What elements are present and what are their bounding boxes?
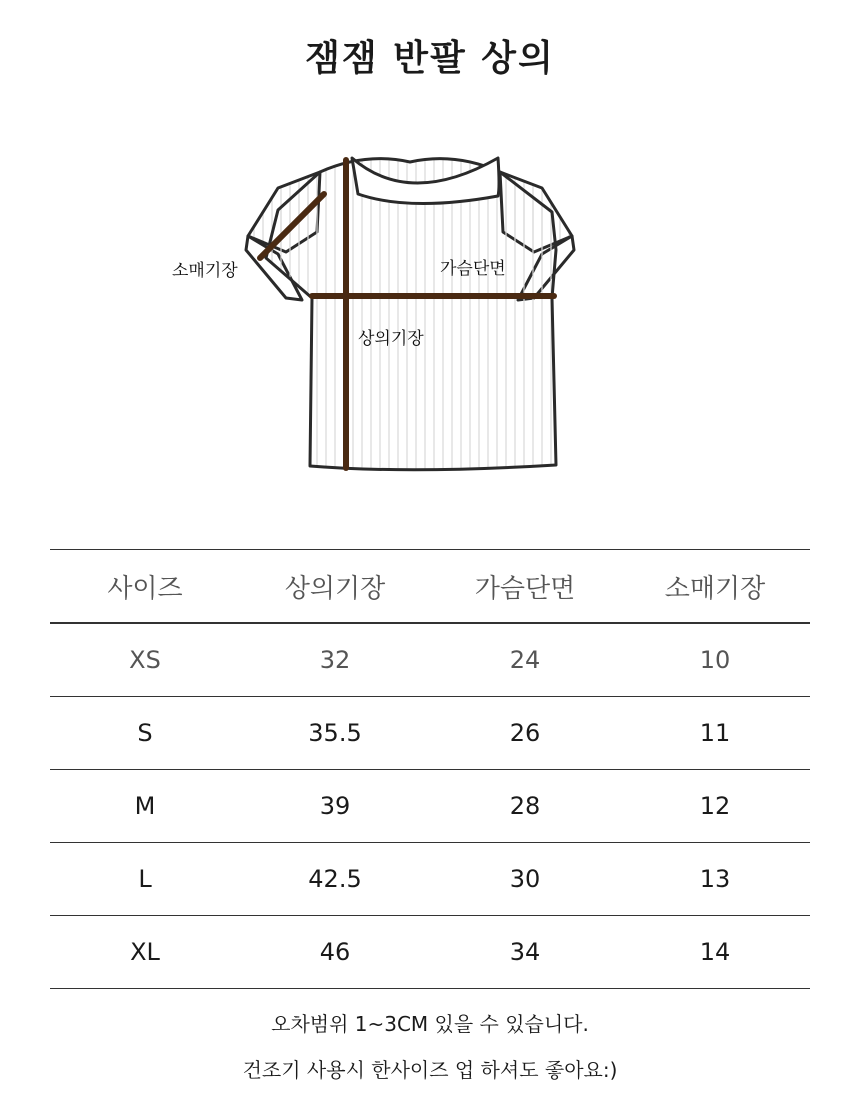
table-row [50,624,810,697]
sleeve-length-cell: 12 [699,792,731,820]
chest-width-cell: 28 [509,792,541,820]
tshirt-diagram [160,140,640,480]
top-length-label: 상의기장 [358,329,424,349]
table-row [50,697,810,770]
chest-width-cell: 26 [509,719,541,747]
table-row [50,770,810,843]
size-cell: L [138,865,152,893]
sleeve-length-cell: 11 [699,719,731,747]
sleeve-length-cell: 10 [699,646,731,674]
size-table [50,549,810,989]
header-sleeve-length: 소매기장 [664,573,766,604]
chest-width-cell: 34 [509,938,541,966]
table-header-row [50,549,810,624]
chest-width-cell: 30 [509,865,541,893]
size-cell: S [137,719,153,747]
dryer-note: 건조기 사용시 한사이즈 업 하셔도 좋아요:) [242,1058,618,1082]
chest-width-label: 가슴단면 [440,259,506,279]
chest-width-cell: 24 [509,646,541,674]
top-length-cell: 42.5 [308,865,362,893]
tolerance-note: 오차범위 1~3CM 있을 수 있습니다. [271,1012,589,1036]
size-cell: M [134,792,156,820]
table-row [50,916,810,989]
page-title: 잼잼 반팔 상의 [305,38,555,79]
top-length-cell: 35.5 [308,719,362,747]
size-cell: XL [130,938,160,966]
header-size: 사이즈 [107,573,183,604]
sleeve-length-label: 소매기장 [172,261,238,281]
header-top-length: 상의기장 [284,573,386,604]
size-cell: XS [129,646,161,674]
sleeve-length-cell: 13 [699,865,731,893]
header-chest-width: 가슴단면 [474,573,576,604]
top-length-cell: 46 [319,938,351,966]
table-row [50,843,810,916]
top-length-cell: 39 [319,792,351,820]
sleeve-length-cell: 14 [699,938,731,966]
tshirt-illustration [160,140,640,480]
top-length-cell: 32 [319,646,351,674]
